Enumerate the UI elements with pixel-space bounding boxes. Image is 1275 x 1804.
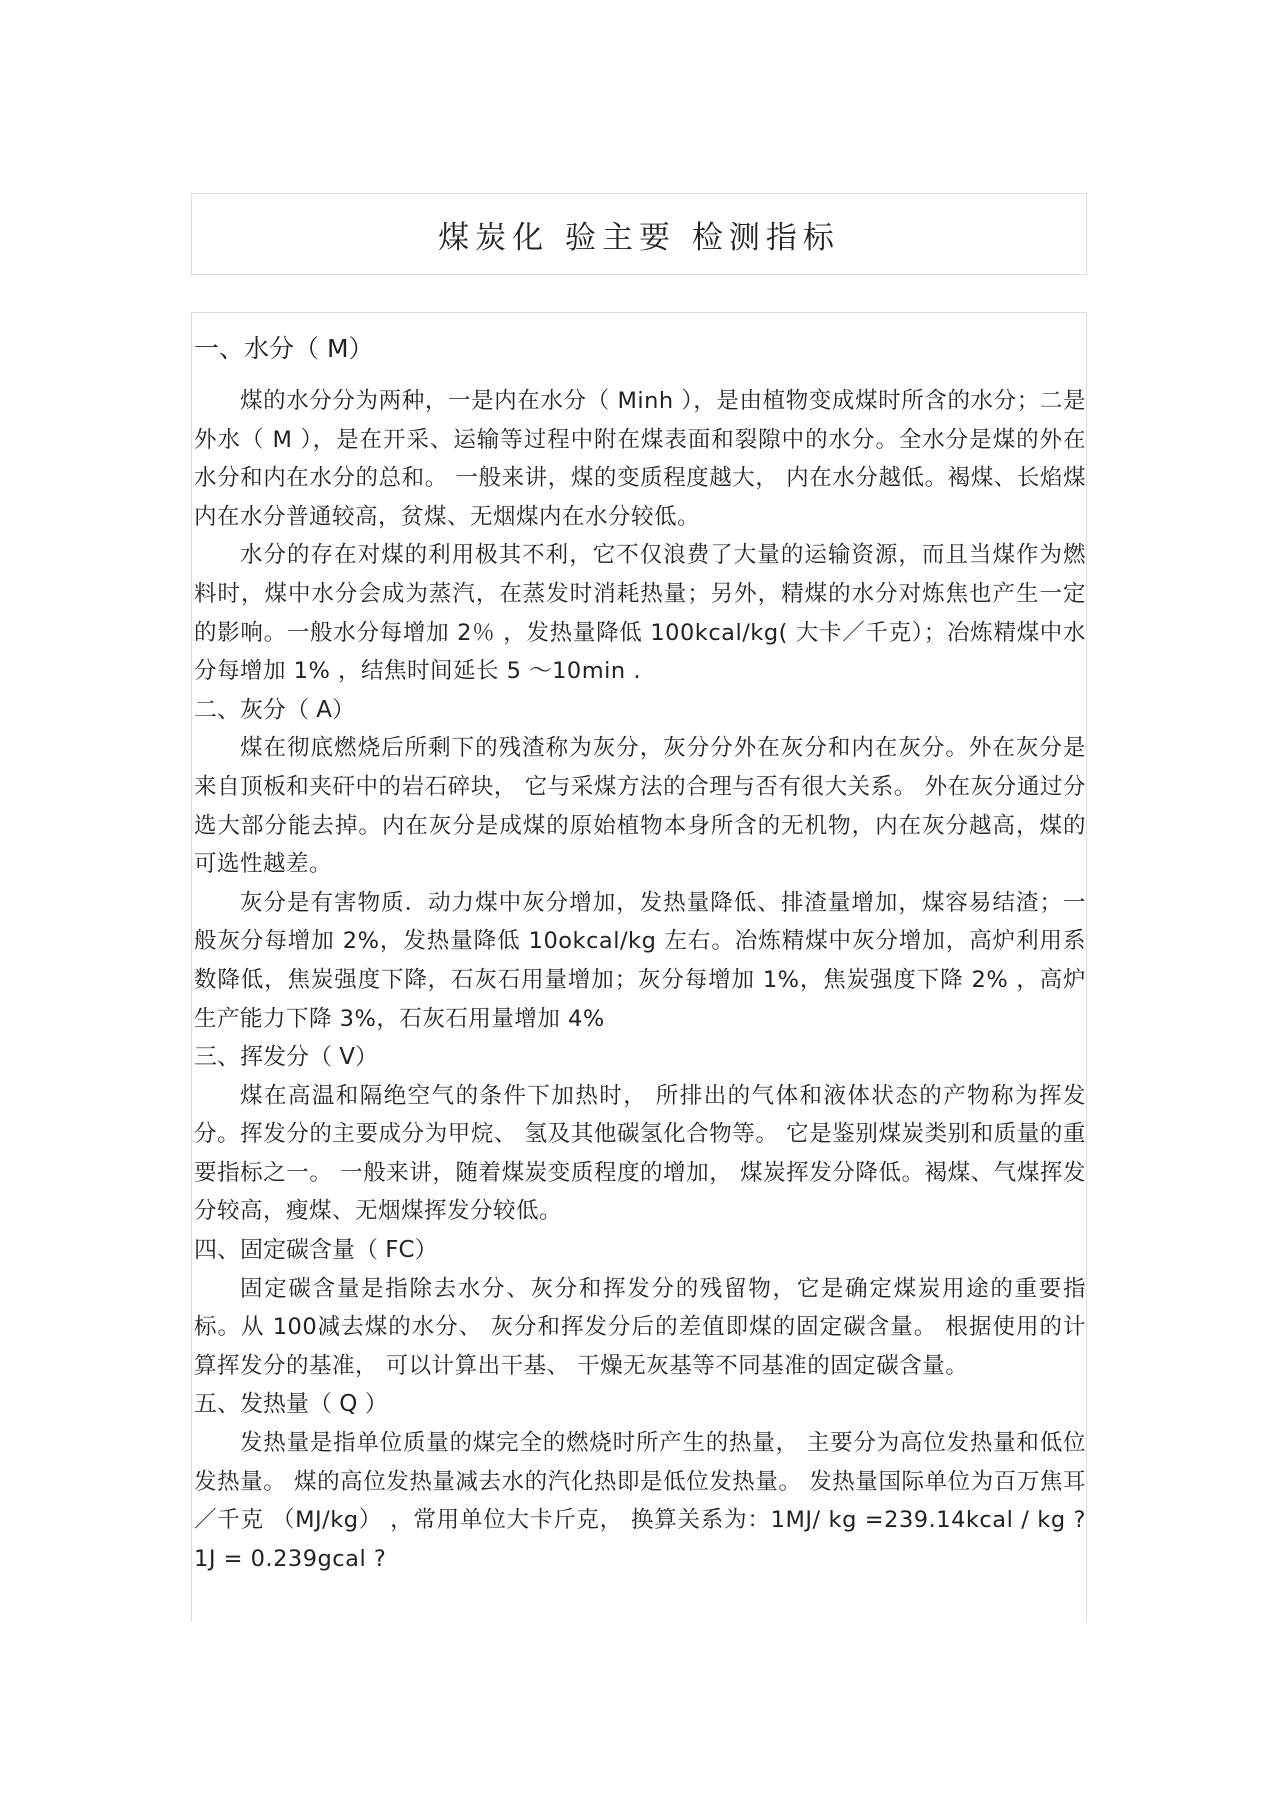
title-box [191,193,1087,275]
paragraph-volatile-1: 煤在高温和隔绝空气的条件下加热时， 所排出的气体和液体状态的产物称为挥发分。挥发分的主要成分为甲烷、 氢及其他碳氢化合物等。 它是鉴别煤炭类别和质量的重要指标之一。 一般来讲，随着煤炭变质程度的增加， 煤炭挥发分降低。褐煤、气煤挥发分较高，瘦煤、无烟煤挥发分较低。 [194,1082,1086,1225]
section-heading-ash: 二、灰分（ A） [194,696,356,723]
paragraph-fixed-carbon-1: 固定碳含量是指除去水分、灰分和挥发分的残留物，它是确定煤炭用途的重要指标。从 100减去煤的水分、 灰分和挥发分后的差值即煤的固定碳含量。 根据使用的计算挥发分的基准， 可以计算出干基、 干燥无灰基等不同基准的固定碳含量。 [194,1275,1086,1379]
document-title: 煤炭化 验主要 检测指标 [438,219,840,256]
section-heading-fixed-carbon: 四、固定碳含量（ FC） [194,1237,438,1264]
paragraph-moisture-2: 水分的存在对煤的利用极其不利，它不仅浪费了大量的运输资源，而且当煤作为燃料时，煤中水分会成为蒸汽，在蒸发时消耗热量；另外，精煤的水分对炼焦也产生一定的影响。一般水分每增加 2％ ，发热量降低 100kcal/kg( 大卡／千克）；冶炼精煤中水分每增加 1% ，结焦时间延长 5 ～10min . [194,542,1086,685]
section-heading-moisture: 一、水分（ M） [194,334,374,363]
document-body [194,326,1086,1578]
paragraph-ash-1: 煤在彻底燃烧后所剩下的残渣称为灰分，灰分分外在灰分和内在灰分。外在灰分是来自顶板和夹矸中的岩石碎块， 它与采煤方法的合理与否有很大关系。 外在灰分通过分选大部分能去掉。内在灰分是成煤的原始植物本身所含的无机物，内在灰分越高，煤的可选性越差。 [194,735,1086,878]
paragraph-moisture-1: 煤的水分分为两种，一是内在水分（ Minh ），是由植物变成煤时所含的水分；二是外水（ M ），是在开采、运输等过程中附在煤表面和裂隙中的水分。全水分是煤的外在水分和内在水分的总和。 一般来讲，煤的变质程度越大， 内在水分越低。褐煤、长焰煤内在水分普通较高，贫煤、无烟煤内在水分较低。 [194,388,1086,530]
paragraph-calorific-1: 发热量是指单位质量的煤完全的燃烧时所产生的热量， 主要分为高位发热量和低位发热量。 煤的高位发热量减去水的汽化热即是低位发热量。 发热量国际单位为百万焦耳／千克 （MJ/kg） ，常用单位大卡斤克， 换算关系为：1MJ/ kg =239.14kcal / kg ? 1J = 0.239gcal ? [194,1430,1086,1572]
section-heading-volatile: 三、挥发分（ V） [194,1044,379,1071]
paragraph-ash-2: 灰分是有害物质．动力煤中灰分增加，发热量降低、排渣量增加，煤容易结渣；一般灰分每增加 2%，发热量降低 10okcal/kg 左右。冶炼精煤中灰分增加，高炉利用系数降低，焦炭强度下降，石灰石用量增加；灰分每增加 1%，焦炭强度下降 2% ，高炉生产能力下降 3%，石灰石用量增加 4% [194,889,1086,1032]
section-heading-calorific: 五、发热量（ Q ） [194,1391,388,1418]
